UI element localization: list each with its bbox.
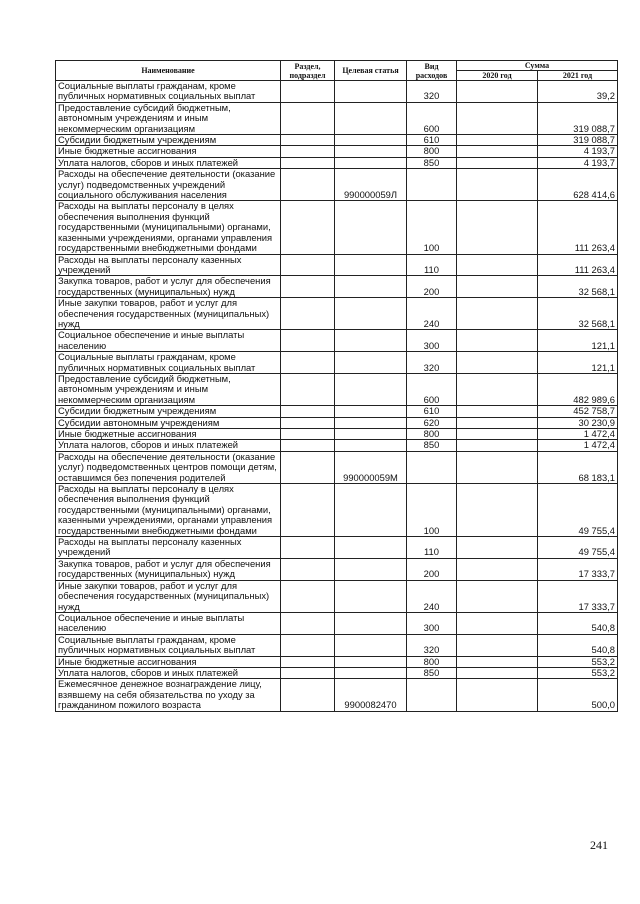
cell-name: Расходы на обеспечение деятельности (оказание услуг) подведомственных центров помощи детям, оставшимся без попечения родителей: [56, 451, 281, 483]
cell-razdel: [281, 254, 335, 276]
cell-name: Иные бюджетные ассигнования: [56, 656, 281, 667]
budget-table: [55, 60, 618, 712]
table-row: [56, 537, 618, 559]
cell-target-article: [335, 537, 407, 559]
cell-sum-2021: 32 568,1: [538, 298, 618, 330]
table-row: [56, 440, 618, 451]
cell-sum-2020: [457, 373, 538, 405]
cell-target-article: [335, 276, 407, 298]
cell-target-article: 990000059М: [335, 451, 407, 483]
table-row: [56, 451, 618, 483]
cell-target-article: [335, 373, 407, 405]
table-row: [56, 667, 618, 678]
cell-sum-2021: 49 755,4: [538, 537, 618, 559]
table-row: [56, 373, 618, 405]
cell-target-article: [335, 656, 407, 667]
cell-sum-2020: [457, 102, 538, 134]
cell-expense-type: 110: [407, 254, 457, 276]
cell-expense-type: 610: [407, 406, 457, 417]
cell-razdel: [281, 102, 335, 134]
table-row: [56, 254, 618, 276]
cell-name: Уплата налогов, сборов и иных платежей: [56, 440, 281, 451]
cell-razdel: [281, 612, 335, 634]
table-row: [56, 656, 618, 667]
cell-sum-2020: [457, 656, 538, 667]
cell-expense-type: 320: [407, 634, 457, 656]
cell-target-article: [335, 580, 407, 612]
cell-name: Расходы на выплаты персоналу в целях обеспечения выполнения функций государственными (муниципальными) органами, казенными учреждениями, органами управления государственными внебюджетными фондами: [56, 484, 281, 537]
cell-target-article: [335, 667, 407, 678]
table-row: [56, 612, 618, 634]
table-row: [56, 484, 618, 537]
cell-target-article: [335, 201, 407, 254]
cell-name: Уплата налогов, сборов и иных платежей: [56, 157, 281, 168]
page-number: 241: [590, 838, 608, 852]
cell-target-article: [335, 612, 407, 634]
table-row: [56, 558, 618, 580]
table-row: [56, 201, 618, 254]
cell-sum-2021: 17 333,7: [538, 558, 618, 580]
header-2021: 2021 год: [538, 71, 618, 81]
cell-sum-2021: 553,2: [538, 667, 618, 678]
cell-name: Предоставление субсидий бюджетным, автономным учреждениям и иным некоммерческим организациям: [56, 373, 281, 405]
cell-name: Социальные выплаты гражданам, кроме публичных нормативных социальных выплат: [56, 634, 281, 656]
cell-sum-2021: 111 263,4: [538, 254, 618, 276]
cell-expense-type: 240: [407, 298, 457, 330]
cell-target-article: [335, 352, 407, 374]
cell-sum-2021: 628 414,6: [538, 169, 618, 201]
cell-expense-type: 100: [407, 201, 457, 254]
cell-sum-2020: [457, 146, 538, 157]
cell-name: Расходы на выплаты персоналу в целях обеспечения выполнения функций государственными (муниципальными) органами, казенными учреждениями, органами управления государственными внебюджетными фондами: [56, 201, 281, 254]
cell-razdel: [281, 679, 335, 711]
cell-name: Расходы на обеспечение деятельности (оказание услуг) подведомственных учреждений социального обслуживания населения: [56, 169, 281, 201]
cell-sum-2020: [457, 679, 538, 711]
cell-sum-2021: 4 193,7: [538, 146, 618, 157]
header-vid: Вид расходов: [407, 61, 457, 81]
cell-expense-type: 600: [407, 102, 457, 134]
table-row: [56, 135, 618, 146]
table-row: [56, 169, 618, 201]
cell-sum-2021: 1 472,4: [538, 429, 618, 440]
cell-sum-2021: 49 755,4: [538, 484, 618, 537]
cell-sum-2020: [457, 352, 538, 374]
cell-name: Социальное обеспечение и иные выплаты населению: [56, 612, 281, 634]
cell-target-article: 9900082470: [335, 679, 407, 711]
cell-sum-2020: [457, 667, 538, 678]
cell-sum-2021: 319 088,7: [538, 102, 618, 134]
cell-razdel: [281, 352, 335, 374]
cell-target-article: [335, 406, 407, 417]
cell-sum-2020: [457, 558, 538, 580]
cell-name: Субсидии бюджетным учреждениям: [56, 135, 281, 146]
cell-razdel: [281, 429, 335, 440]
table-row: [56, 102, 618, 134]
cell-expense-type: 850: [407, 440, 457, 451]
cell-sum-2020: [457, 330, 538, 352]
cell-expense-type: 110: [407, 537, 457, 559]
cell-sum-2021: 17 333,7: [538, 580, 618, 612]
table-row: [56, 634, 618, 656]
cell-target-article: [335, 81, 407, 103]
cell-target-article: [335, 429, 407, 440]
cell-name: Расходы на выплаты персоналу казенных учреждений: [56, 254, 281, 276]
cell-name: Субсидии автономным учреждениям: [56, 417, 281, 428]
cell-expense-type: [407, 169, 457, 201]
cell-name: Иные закупки товаров, работ и услуг для обеспечения государственных (муниципальных) нужд: [56, 298, 281, 330]
cell-razdel: [281, 373, 335, 405]
table-row: [56, 276, 618, 298]
cell-sum-2021: 540,8: [538, 634, 618, 656]
cell-razdel: [281, 656, 335, 667]
cell-razdel: [281, 406, 335, 417]
cell-razdel: [281, 558, 335, 580]
cell-sum-2021: 111 263,4: [538, 201, 618, 254]
cell-target-article: [335, 157, 407, 168]
cell-expense-type: 300: [407, 612, 457, 634]
cell-sum-2020: [457, 612, 538, 634]
table-row: [56, 580, 618, 612]
cell-sum-2020: [457, 440, 538, 451]
cell-razdel: [281, 135, 335, 146]
cell-razdel: [281, 451, 335, 483]
table-row: [56, 330, 618, 352]
cell-expense-type: 850: [407, 667, 457, 678]
cell-name: Иные бюджетные ассигнования: [56, 146, 281, 157]
table-row: [56, 298, 618, 330]
cell-expense-type: 800: [407, 429, 457, 440]
cell-sum-2020: [457, 201, 538, 254]
cell-expense-type: 610: [407, 135, 457, 146]
table-row: [56, 81, 618, 103]
cell-sum-2020: [457, 406, 538, 417]
cell-name: Иные бюджетные ассигнования: [56, 429, 281, 440]
budget-document: [55, 60, 617, 712]
cell-target-article: [335, 254, 407, 276]
cell-sum-2020: [457, 537, 538, 559]
table-row: [56, 352, 618, 374]
cell-razdel: [281, 276, 335, 298]
cell-sum-2021: 30 230,9: [538, 417, 618, 428]
cell-expense-type: 200: [407, 558, 457, 580]
cell-expense-type: 300: [407, 330, 457, 352]
cell-sum-2020: [457, 417, 538, 428]
cell-name: Социальное обеспечение и иные выплаты населению: [56, 330, 281, 352]
cell-sum-2020: [457, 157, 538, 168]
cell-sum-2021: 319 088,7: [538, 135, 618, 146]
cell-expense-type: 600: [407, 373, 457, 405]
cell-expense-type: 620: [407, 417, 457, 428]
cell-expense-type: 320: [407, 352, 457, 374]
cell-sum-2020: [457, 580, 538, 612]
cell-expense-type: [407, 451, 457, 483]
cell-razdel: [281, 146, 335, 157]
cell-expense-type: 800: [407, 656, 457, 667]
cell-sum-2021: 121,1: [538, 330, 618, 352]
cell-razdel: [281, 330, 335, 352]
table-row: [56, 417, 618, 428]
cell-sum-2021: 1 472,4: [538, 440, 618, 451]
cell-razdel: [281, 667, 335, 678]
cell-sum-2021: 553,2: [538, 656, 618, 667]
cell-razdel: [281, 580, 335, 612]
cell-expense-type: 200: [407, 276, 457, 298]
table-row: [56, 406, 618, 417]
cell-target-article: [335, 417, 407, 428]
cell-name: Субсидии бюджетным учреждениям: [56, 406, 281, 417]
table-row: [56, 679, 618, 711]
cell-razdel: [281, 157, 335, 168]
cell-razdel: [281, 169, 335, 201]
cell-name: Иные закупки товаров, работ и услуг для обеспечения государственных (муниципальных) нужд: [56, 580, 281, 612]
cell-sum-2021: 39,2: [538, 81, 618, 103]
cell-sum-2020: [457, 429, 538, 440]
table-row: [56, 146, 618, 157]
cell-razdel: [281, 537, 335, 559]
cell-sum-2021: 68 183,1: [538, 451, 618, 483]
cell-target-article: [335, 634, 407, 656]
cell-expense-type: 320: [407, 81, 457, 103]
cell-razdel: [281, 417, 335, 428]
cell-razdel: [281, 81, 335, 103]
cell-sum-2020: [457, 298, 538, 330]
header-name: Наименование: [56, 61, 281, 81]
cell-target-article: [335, 558, 407, 580]
cell-target-article: [335, 135, 407, 146]
cell-sum-2021: 452 758,7: [538, 406, 618, 417]
cell-target-article: [335, 484, 407, 537]
cell-sum-2021: 32 568,1: [538, 276, 618, 298]
header-summa: Сумма: [457, 61, 618, 71]
cell-sum-2020: [457, 451, 538, 483]
cell-name: Закупка товаров, работ и услуг для обеспечения государственных (муниципальных) нужд: [56, 558, 281, 580]
table-row: [56, 157, 618, 168]
cell-expense-type: 240: [407, 580, 457, 612]
header-razdel: Раздел, подраздел: [281, 61, 335, 81]
cell-name: Расходы на выплаты персоналу казенных учреждений: [56, 537, 281, 559]
cell-name: Уплата налогов, сборов и иных платежей: [56, 667, 281, 678]
cell-sum-2021: 540,8: [538, 612, 618, 634]
cell-razdel: [281, 440, 335, 451]
cell-sum-2021: 482 989,6: [538, 373, 618, 405]
cell-sum-2021: 4 193,7: [538, 157, 618, 168]
cell-sum-2021: 500,0: [538, 679, 618, 711]
cell-target-article: 990000059Л: [335, 169, 407, 201]
cell-sum-2021: 121,1: [538, 352, 618, 374]
cell-razdel: [281, 634, 335, 656]
cell-expense-type: 100: [407, 484, 457, 537]
cell-name: Социальные выплаты гражданам, кроме публичных нормативных социальных выплат: [56, 81, 281, 103]
cell-name: Ежемесячное денежное вознаграждение лицу, взявшему на себя обязательства по уходу за гражданином пожилого возраста: [56, 679, 281, 711]
cell-sum-2020: [457, 135, 538, 146]
cell-expense-type: 800: [407, 146, 457, 157]
cell-sum-2020: [457, 634, 538, 656]
table-body: [56, 81, 618, 712]
cell-target-article: [335, 330, 407, 352]
cell-name: Социальные выплаты гражданам, кроме публичных нормативных социальных выплат: [56, 352, 281, 374]
cell-sum-2020: [457, 276, 538, 298]
cell-target-article: [335, 440, 407, 451]
cell-razdel: [281, 484, 335, 537]
cell-sum-2020: [457, 254, 538, 276]
cell-sum-2020: [457, 169, 538, 201]
cell-expense-type: [407, 679, 457, 711]
cell-name: Закупка товаров, работ и услуг для обеспечения государственных (муниципальных) нужд: [56, 276, 281, 298]
table-row: [56, 429, 618, 440]
cell-sum-2020: [457, 81, 538, 103]
cell-target-article: [335, 298, 407, 330]
cell-name: Предоставление субсидий бюджетным, автономным учреждениям и иным некоммерческим организациям: [56, 102, 281, 134]
cell-target-article: [335, 102, 407, 134]
header-2020: 2020 год: [457, 71, 538, 81]
cell-expense-type: 850: [407, 157, 457, 168]
cell-target-article: [335, 146, 407, 157]
header-celevaya: Целевая статья: [335, 61, 407, 81]
cell-sum-2020: [457, 484, 538, 537]
cell-razdel: [281, 201, 335, 254]
cell-razdel: [281, 298, 335, 330]
